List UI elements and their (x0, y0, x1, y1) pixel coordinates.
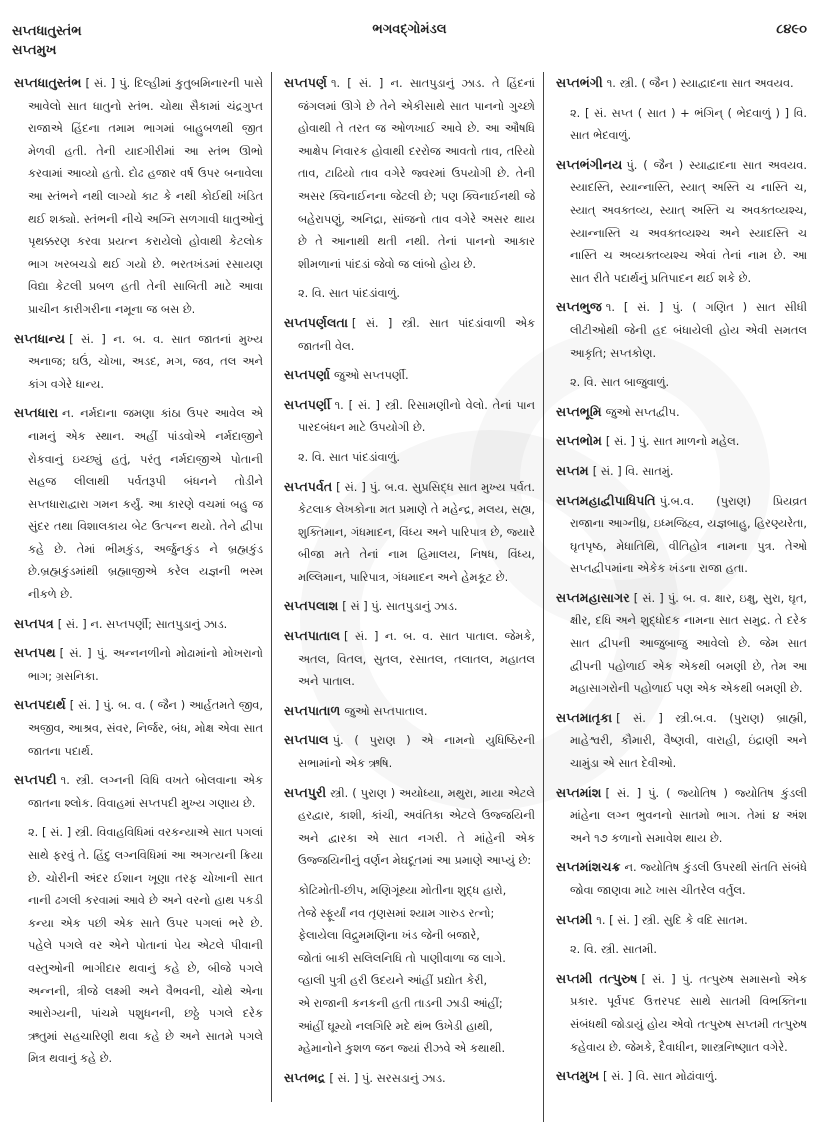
dictionary-entry (284, 1067, 535, 1090)
definition: ૨. [ સં. ] સ્ત્રી. વિવાહવિધિમાં વરકન્યાએ સાત પગલાં સાથે ફરવું તે. હિંદુ લગ્નવિધિમાં આ અગત્યની ક્રિયા છે. ચોરીની અંદર ઈશાન ખૂણા તરફ ચોખાની સાત નાની ઢગલી કરવામાં આવે છે અને વરનો હાથ પકડી કન્યા એક પછી એક સાતે ઉપર પગલાં ભરે છે. પહેલે પગલે વર એને પોતાનાં પેય એટલે પીવાની વસ્તુઓની ભાગીદાર થવાનું કહે છે, બીજે પગલે અન્નની, ત્રીજે લક્ષ્મી અને વૈભવની, ચોથે એના આરોગ્યની, પાંચમે પશુધનની, છઠ્ઠે પગલે દરેક ઋતુમાં સહચારિણી થવા કહે છે અને સાતમે પગલે મિત્ર થવાનું કહે છે. (28, 825, 263, 1066)
definition: [ સં. ] ન. બ. વ. સાત જાતનાં મુખ્ય અનાજ; ઘઉં, ચોખા, અડદ, મગ, જવ, તલ અને કાંગ વગેરે ધાન્ય. (28, 331, 263, 391)
headword: સપ્તમી (556, 911, 593, 927)
definition: જુઓ સપ્તદ્વીપ. (605, 404, 680, 419)
headword: સપ્તભંગીનય (556, 156, 623, 172)
definition: [ સં. ] પું. બ. વ. ( જૈન ) આર્હતમતે જીવ, અજીવ, આશ્રવ, સંવર, નિર્જર, બંધ, મોક્ષ એવા સાત જાતના પદાર્થ. (28, 698, 263, 758)
definition: જુઓ સપ્તપાતાલ. (344, 703, 428, 718)
dictionary-entry (556, 460, 807, 483)
dictionary-entry (556, 296, 807, 364)
definition: [ સં. ] પું. ( જ્યોતિષ ) જ્યોતિષ કુંડલી માંહેના લગ્ન ભુવનનો સાતમો ભાગ. તેમાં ૪ અંશ અને ૧૭ કળાનો સમાવેશ થાય છે. (570, 785, 807, 845)
headword: સપ્તભંગી (556, 75, 603, 90)
dictionary-entry (14, 821, 263, 1070)
definition: ૨. વિ. સાત બાજુવાળું. (570, 375, 670, 390)
dictionary-entry (284, 625, 535, 693)
dictionary-entry (284, 782, 535, 872)
page-number: ૮૪૯૦ (776, 22, 807, 37)
dictionary-entry (556, 154, 807, 290)
definition: ૧. [ સં. ] પું. ( ગણિત ) સાત સીધી લીટીઓથી જેની હદ બંધાયેલી હોય એવી સમતલ આકૃતિ; સપ્તકોણ. (570, 300, 807, 360)
dictionary-entry (556, 72, 807, 95)
dictionary-entry (284, 476, 535, 589)
quoted-verse (284, 879, 535, 1060)
headword: સપ્તમ (556, 462, 589, 478)
dictionary-entry (284, 364, 535, 387)
definition: [ સં. ] સ્ત્રી.બ.વ. (પુરાણ) બ્રાહ્મી, માહેશ્વરી, કૌમારી, વૈષ્ણવી, વારાહી, ઇંદ્રાણી અને ચામુંડા એ સાત દેવીઓ. (570, 710, 807, 771)
headword: સપ્તમાંશચક્ર (556, 859, 621, 875)
definition: પું. ( પુરાણ ) એ નામનો યુધિષ્ઠિરની સભામાંનો એક ઋષિ. (298, 733, 535, 771)
dictionary-entry (556, 782, 807, 850)
dictionary-entry (556, 430, 807, 453)
book-title: ભગવદ્ગોમંડલ (372, 22, 447, 37)
dictionary-entry (14, 769, 263, 814)
headword: સપ્તપર્ણલતા (284, 314, 348, 330)
dictionary-entry (14, 642, 263, 687)
definition: ૨. વિ. સાત પાંદડાંવાળું. (298, 286, 401, 301)
definition: [ સં. ] પું. બ.વ. સુપ્રસિદ્ધ સાત મુખ્ય પર્વત. કેટલાક લેખકોના મત પ્રમાણે તે મહેન્દ્ર, મલય, સહ્ય, શુક્તિમાન, ગંધમાદન, વિંધ્ય અને પારિપાત્ર છે, જ્યારે બીજા મતે તેનાં નામ હિમાલય, નિષધ, વિંધ્ય, મલ્લિમાન, પારિપાત્ર, ગંધમાદન અને હેમકૂટ છે. (298, 479, 535, 584)
dictionary-entry (556, 102, 807, 147)
definition: [ સં. ] સ્ત્રી. સાત પાંદડાંવાળી એક જાતની વેલ. (298, 315, 535, 353)
verse-line: એ રાજાની કનકની હતી તાડની ઝાડી આંહીં; (298, 995, 503, 1010)
dictionary-entry (284, 312, 535, 357)
dictionary-entry (14, 402, 263, 605)
headword: સપ્તભૂમિ (556, 403, 602, 419)
headword: સપ્તધાતુસ્તંભ (14, 75, 82, 90)
column-2 (272, 72, 544, 1122)
headword: સપ્તધાન્ય (14, 330, 66, 346)
definition: ૨. વિ. સ્ત્રી. સાતમી. (570, 942, 658, 957)
dictionary-columns (10, 72, 815, 1137)
verse-line: કોટિમોતી-છીપ, મણિગૂંથ્યા મોતીના શુદ્ધ હારો, (298, 883, 507, 897)
dictionary-entry (14, 613, 263, 636)
guide-word-first: સપ્તધાતુસ્તંભ (12, 24, 82, 39)
headword: સપ્તમાતૃકા (556, 709, 613, 725)
dictionary-entry (284, 595, 535, 618)
definition: [ સં ] પું. સાતપુડાનું ઝાડ. (342, 599, 458, 614)
dictionary-entry (14, 328, 263, 396)
headword: સપ્તભોમ (556, 433, 602, 449)
definition: જુઓ સપ્તપર્ણી. (334, 368, 409, 383)
definition: ૧. [ સં. ] સ્ત્રી. સુદિ કે વદિ સાતમ. (596, 912, 748, 927)
headword: સપ્તધારા (14, 405, 59, 421)
verse-line: વ્હાલી પુત્રી હરી ઉદયને આંહીં પ્રદ્યોત કેરી, (298, 973, 488, 988)
headword: સપ્તપાતાળ (284, 702, 341, 718)
dictionary-entry (556, 856, 807, 901)
dictionary-entry (556, 490, 807, 580)
headword: સપ્તપદી (14, 772, 57, 788)
verse-line: ફેલાયેલા વિદ્રુમમણિના ખંડ જેની બજારે, (298, 928, 480, 943)
guide-word-last: સપ્તમુખ (12, 43, 57, 58)
definition: ૧. સ્ત્રી. ( જૈન ) સ્યાદ્વાદના સાત અવયવ. (606, 76, 794, 90)
definition: [ સં. ] ન. સપ્તપર્ણી; સાતપુડાનું ઝાડ. (57, 616, 228, 631)
headword: સપ્તપર્વત (284, 478, 333, 494)
verse-line: જોતાં બાકી સલિલનિધિ તો પાણીવાળા જ લાગે. (298, 950, 506, 965)
headword: સપ્તપલાશ (284, 598, 339, 614)
headword: સપ્તમુખ (556, 1068, 600, 1084)
definition: પું.બ.વ. (પુરાણ) પ્રિયવ્રત રાજાના આગ્નીધ્ર, ઇધ્મજિહ્વ, યજ્ઞબાહુ, હિરણ્યરેતા, ઘૃતપૃષ્ઠ, મેધાતિથિ, વીતિહોત્ર નામના પુત્ર. તેઓ સપ્તદ્વીપમાંના એકેક ખંડના રાજા હતા. (570, 493, 807, 576)
headword: સપ્તપર્ણ (284, 75, 327, 90)
definition: પું. ( જૈન ) સ્યાદ્વાદના સાત અવયવ. સ્યાદસ્તિ, સ્યાન્નાસ્તિ, સ્યાત્ અસ્તિ ચ નાસ્તિ ચ, સ્યાત્ અવક્તવ્ય, સ્યાત્ અસ્તિ ચ અવક્તવ્યશ્ચ, સ્યાન્નાસ્તિ ચ અવક્તવ્યશ્ચ અને સ્યાદસ્તિ ચ નાસ્તિ ચ અવ્યક્તવ્યશ્ચ એવાં તેનાં નામ છે. આ સાત રીતે પદાર્થનું પ્રતિપાદન થઈ શકે છે. (570, 157, 807, 285)
dictionary-entry (556, 707, 807, 775)
dictionary-entry (556, 371, 807, 394)
dictionary-entry (556, 401, 807, 424)
dictionary-entry (284, 282, 535, 305)
verse-line: મ્હેમાનોને કુશળ જન જ્યાં રીઝવે એ કથાથી. (298, 1041, 506, 1056)
definition: સ્ત્રી. ( પુરાણ ) અયોધ્યા, મથુરા, માયા એટલે હરદ્વાર, કાશી, કાંચી, અવંતિકા એટલે ઉજ્જયિની અને દ્વારકા એ સાત નગરી. તે માંહેની એક ઉજ્જયિનીનું વર્ણન મેઘદૂતમાં આ પ્રમાણે આપ્યું છે: (298, 785, 535, 868)
headword: સપ્તભદ્ર (284, 1069, 326, 1085)
dictionary-entry (14, 694, 263, 762)
definition: [ સં. ] પું. બ. વ. ક્ષાર, ઇક્ષુ, સુરા, ઘૃત, ક્ષીર, દધિ અને શુદ્ધોદક નામના સાત સમુદ્ર. તે દરેક સાત દ્વીપની આજુબાજુ આવેલો છે. જેમ સાત દ્વીપની પહોળાઈ એક એકથી બમણી છે, તેમ આ મહાસાગરોની પહોળાઈ પણ એક એકથી બમણી છે. (570, 590, 807, 696)
dictionary-entry (284, 700, 535, 723)
definition: ૨. [ સં. સપ્ત ( સાત ) + ભંગિન્ ( ભેદવાળું ) ] વિ. સાત ભેદવાળું. (570, 105, 807, 143)
definition: ન. નર્મદાના જમણા કાંઠા ઉપર આવેલ એ નામનું એક સ્થાન. અહીં પાંડવોએ નર્મદાજીને રોકવાનું ઇચ્છ્યું હતું, પરંતુ નર્મદાજીએ પોતાની સહજ લીલાથી પર્વતરૂપી બંધનને તોડીને સપ્તધારાદ્વારા ગમન કર્યું. આ કારણે વચમાં બહુ જ સુંદર તથા વિશાલકાય બેટ ઉત્પન્ન થયો. તેને દ્વીપા કહે છે. તેમાં ભીમકુંડ, અર્જુનકુંડ ને બ્રહ્મકુંડ છે.બ્રહ્મકુંડમાંથી બ્રહ્માજીએ કરેલ યજ્ઞની ભસ્મ નીકળે છે. (28, 406, 263, 602)
dictionary-entry (556, 909, 807, 932)
definition: ૧. સ્ત્રી. લગ્નની વિધિ વખતે બોલવાના એક જાતના શ્લોક. વિવાહમાં સપ્તપદી મુખ્ય ગણાય છે. (28, 773, 263, 810)
dictionary-entry (284, 394, 535, 439)
definition: ૧. [ સં. ] સ્ત્રી. રિસામણીનો વેલો. તેનાં પાન પારદબંધન માટે ઉપયોગી છે. (298, 397, 535, 435)
headword: સપ્તપત્ર (14, 615, 54, 631)
dictionary-entry (556, 1065, 807, 1088)
headword: સપ્તપદાર્થ (14, 697, 66, 713)
headword: સપ્તભુજ (556, 299, 602, 315)
headword: સપ્તમહાસાગર (556, 589, 630, 605)
page-header (12, 22, 807, 66)
headword: સપ્તપાતાલ (284, 628, 341, 644)
definition: [ સં. ] વિ. સાતમું. (592, 463, 674, 478)
headword: સપ્તપાલ (284, 732, 329, 748)
verse-line: આંહીં ઘૂમ્યો નલગિરિ મદે થંભ ઉખેડી હાથી, (298, 1018, 493, 1033)
dictionary-entry (556, 938, 807, 961)
definition: [ સં. ] પું. દિલ્હીમાં કુતુબમિનારની પાસે આવેલો સાત ધાતુનો સ્તંભ. ચોથા સૈકામાં ચંદ્રગુપ્ત રાજાએ હિંદના તમામ ભાગમાં બાહુબળથી જીત મેળવી હતી. તેની યાદગીરીમાં આ સ્તંભ ઊભો કરવામાં આવ્યો હતો. દોઢ હજાર વર્ષ ઉપર બનાવેલા આ સ્તંભને નથી લાગ્યો કાટ કે નથી કોઈથી ખંડિત થઈ શક્યો. સ્તંભની નીચે અગ્નિ સળગાવી ધાતુઓનું પૃથક્કરણ કરવા પ્રયત્ન કરાયેલો હોવાથી કેટલોક ભાગ ખરબચડો થઈ ગયો છે. ભરતખંડમાં રસાયણ વિદ્યા કેટલી પ્રબળ હતી તેની સાબિતી માટે આવા પ્રાચીન કારીગરીના નમૂના જ બસ છે. (28, 76, 263, 316)
column-3 (544, 72, 815, 1137)
definition: [ સં. ] પું. સાત માળનો મહેલ. (605, 434, 740, 449)
verse-line: તેજે સ્ફૂર્યાં નવ તૃણસમાં શ્યામ ગારુડ રત્નો; (298, 905, 495, 920)
definition: [ સં. ] પું. સરસડાનું ઝાડ. (329, 1070, 446, 1085)
headword: સપ્તપર્ણી (284, 396, 331, 412)
dictionary-entry (284, 729, 535, 774)
dictionary-entry (284, 446, 535, 469)
dictionary-entry (284, 72, 535, 275)
headword: સપ્તમહાદ્વીપાધિપતિ (556, 492, 656, 508)
definition: [ સં. ] વિ. સાત મોઢાંવાળું. (603, 1069, 718, 1084)
definition: ૨. વિ. સાત પાંદડાંવાળું. (298, 449, 401, 464)
headword: સપ્તપથ (14, 645, 56, 661)
definition: [ સં. ] ન. બ. વ. સાત પાતાલ. જેમકે, અતલ, વિતલ, સુતલ, રસાતલ, તલાતલ, મહાતલ અને પાતાલ. (298, 629, 535, 689)
definition: ૧. [ સં. ] ન. સાતપુડાનું ઝાડ. તે હિંદનાં જંગલમાં ઊગે છે તેને એકીસાથે સાત પાનનો ગુચ્છો હોવાથી તે તરત જ ઓળખાઈ આવે છે. આ ઔષધિ આક્ષેપ નિવારક હોવાથી દરરોજ આવતો તાવ, તરિયો તાવ, ટાઢિયો તાવ વગેરે જ્વરમાં ઉપયોગી છે. તેની અસર ક્વિનાઈનના જેટલી છે; પણ ક્વિનાઈનથી જે બહેરાપણું, અનિદ્રા, સાંજનો તાવ વગેરે અસર થાય છે તે આનાથી થતી નથી. તેનાં પાનનો આકાર શીમળાનાં પાંદડાં જેવો જ લાંબો હોય છે. (298, 76, 535, 271)
dictionary-entry (556, 587, 807, 700)
definition: ન. જ્યોતિષ કુંડલી ઉપરથી સંતતિ સંબંધે જોવા જાણવા માટે ખાસ ચીતરેલ વર્તુલ. (570, 860, 807, 897)
headword: સપ્તપુરી (284, 784, 327, 800)
headword: સપ્તમાંશ (556, 784, 602, 800)
dictionary-entry (14, 72, 263, 321)
headword: સપ્તમી તત્પુરુષ (556, 970, 638, 986)
dictionary-entry (556, 968, 807, 1058)
definition: [ સં. ] પું. તત્પુરુષ સમાસનો એક પ્રકાર. પૂર્વપદ ઉત્તરપદ સાથે સાતમી વિભક્તિના સંબંધથી જોડાયું હોય એવો તત્પુરુષ સપ્તમી તત્પુરુષ કહેવાય છે. જેમકે, દૈવાધીન, શાસ્ત્રનિષ્ણાત વગેરે. (570, 971, 807, 1054)
headword: સપ્તપર્ણા (284, 367, 331, 383)
column-1 (10, 72, 272, 1102)
definition: [ સં. ] પું. અન્નનળીનો મોઢામાંનો મોખરાનો ભાગ; ગ્રસનિકા. (28, 646, 263, 683)
